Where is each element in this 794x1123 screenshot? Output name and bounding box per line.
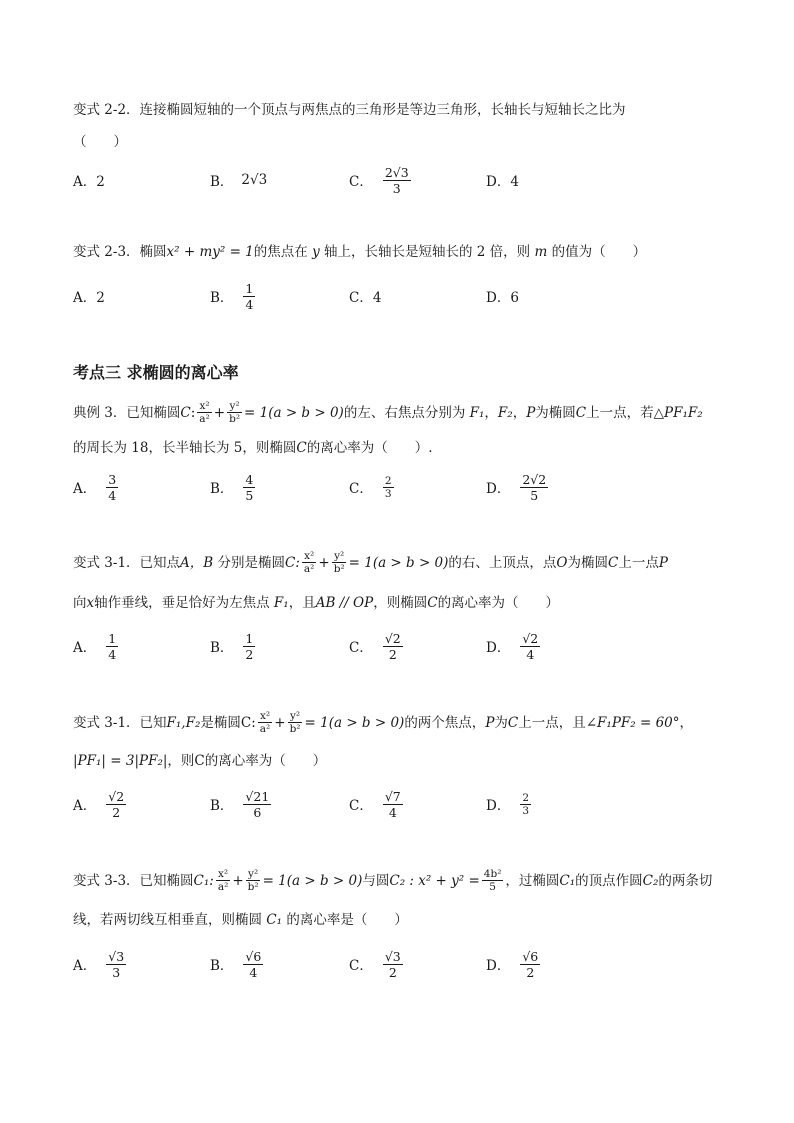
option-d[interactable]: D．6 [486, 290, 519, 306]
example-3-line-2: 的周长为 18，长半轴长为 5，则椭圆C的离心率为（ ）. [73, 440, 433, 456]
fraction: $\frac{√3}{3}$ [108, 948, 125, 980]
option-a[interactable]: A． $\frac{3}{4}$ [73, 471, 117, 503]
option-a[interactable]: A． $\frac{√2}{2}$ [73, 788, 125, 820]
option-c[interactable]: C．4 [349, 290, 382, 306]
question-3-3-line-2: 线，若两切线互相垂直，则椭圆 C₁ 的离心率是（ ） [73, 912, 408, 928]
question-3-1b-options [73, 784, 713, 824]
fraction: $\frac{2}{3}$ [522, 791, 530, 817]
option-d[interactable]: D． $\frac{2√2}{5}$ [486, 471, 547, 503]
question-2-2-stem: 变式 2-2．连接椭圆短轴的一个顶点与两焦点的三角形是等边三角形，长轴长与短轴长之比为 [73, 102, 626, 118]
option-b[interactable]: B． $\frac{√21}{6}$ [210, 788, 270, 820]
option-a[interactable]: A．2 [73, 174, 105, 190]
question-2-3-stem: 变式 2-3．椭圆x² + my² = 1的焦点在 y 轴上，长轴长是短轴长的 2 倍，则 m 的值为（ ） [73, 244, 647, 260]
option-b[interactable]: B． $\frac{1}{4}$ [210, 280, 254, 312]
question-3-3-options [73, 944, 713, 984]
question-3-1a-line-2: 向x轴作垂线，垂足恰好为左焦点 F₁，且AB // OP，则椭圆C的离心率为（ ） [73, 595, 560, 611]
fraction: $\frac{3}{4}$ [108, 471, 117, 503]
fraction: $\frac{√21}{6}$ [245, 788, 270, 820]
fraction: $\frac{√7}{4}$ [384, 788, 401, 820]
fraction: $\frac{2}{3}$ [384, 474, 392, 500]
option-c[interactable]: C． $\frac{2}{3}$ [349, 474, 392, 500]
fraction: $\frac{\text{x²}}{\text{a²}}$ [259, 710, 271, 735]
fraction: $\frac{1}{4}$ [245, 280, 254, 312]
question-2-3-options [73, 276, 713, 316]
fraction: $\frac{√2}{2}$ [384, 630, 401, 662]
option-b[interactable]: B． $\frac{4}{5}$ [210, 471, 254, 503]
option-d[interactable]: D．4 [486, 174, 519, 190]
fraction: $\frac{\text{y²}}{\text{b²}}$ [333, 550, 345, 575]
example-3-line-1: 典例 3．已知椭圆 C : $\frac{\text{x²}}{\text{a²}}$ + $\frac{\text{y²}}{\text{b²}}$ = 1(a > b > 0) 的左、右焦点分别为 F₁ ， F₂ ， P 为椭圆 C 上一点，若 △PF₁F₂ [73, 400, 703, 425]
fraction: $\frac{\text{y²}}{\text{b²}}$ [247, 868, 259, 893]
fraction: $\frac{\text{y²}}{\text{b²}}$ [289, 710, 301, 735]
option-c[interactable]: C． $\frac{√7}{4}$ [349, 788, 401, 820]
option-b[interactable]: B． $\frac{1}{2}$ [210, 630, 254, 662]
fraction: $\frac{\text{x²}}{\text{a²}}$ [217, 868, 229, 893]
option-a[interactable]: A． $\frac{√3}{3}$ [73, 948, 125, 980]
question-3-1b-line-2: |PF₁| = 3|PF₂|，则C的离心率为（ ） [73, 753, 327, 769]
option-b[interactable]: B． 2√3 [210, 172, 268, 190]
fraction: $\frac{1}{4}$ [108, 630, 117, 662]
section-heading: 考点三 求椭圆的离心率 [73, 363, 239, 382]
fraction: $\frac{\text{y²}}{\text{b²}}$ [229, 400, 241, 425]
fraction: $\frac{√6}{4}$ [245, 948, 262, 980]
option-a[interactable]: A． $\frac{1}{4}$ [73, 630, 117, 662]
option-a[interactable]: A．2 [73, 290, 105, 306]
option-b[interactable]: B． $\frac{√6}{4}$ [210, 948, 262, 980]
question-3-1a-line-1: 变式 3-1．已知点 A，B 分别是椭圆 C: $\frac{\text{x²}}{\text{a²}}$ + $\frac{\text{y²}}{\text{b²}}$ = 1(a > b > 0) 的右、上顶点，点 O 为椭圆 C 上一点 P [73, 550, 668, 575]
fraction: $\frac{\text{x²}}{\text{a²}}$ [303, 550, 315, 575]
option-d[interactable]: D． $\frac{2}{3}$ [486, 791, 530, 817]
fraction: $\frac{√6}{2}$ [522, 948, 539, 980]
option-c[interactable]: C． $\frac{2√3}{3}$ [349, 164, 409, 196]
option-d[interactable]: D． $\frac{√6}{2}$ [486, 948, 539, 980]
question-3-1b-line-1: 变式 3-1．已知 F₁,F₂ 是椭圆C: $\frac{\text{x²}}{\text{a²}}$ + $\frac{\text{y²}}{\text{b²}}$ = 1(a > b > 0) 的两个焦点， P 为 C 上一点，且 ∠F₁PF₂ = 60° ， [73, 710, 694, 735]
fraction: $\frac{\text{x²}}{\text{a²}}$ [199, 400, 210, 425]
fraction: $\frac{2√2}{5}$ [522, 471, 547, 503]
example-3-options [73, 467, 713, 507]
option-c[interactable]: C． $\frac{√2}{2}$ [349, 630, 401, 662]
question-3-1a-options [73, 626, 713, 666]
question-2-2-options [73, 160, 713, 200]
fraction: $\frac{√2}{2}$ [108, 788, 125, 820]
fraction: $\frac{\text{4b²}}{5}$ [483, 868, 502, 893]
fraction: $\frac{√2}{4}$ [522, 630, 539, 662]
question-2-2-paren: （ ） [73, 134, 127, 150]
question-3-3-line-1: 变式 3-3．已知椭圆 C₁: $\frac{\text{x²}}{\text{a²}}$ + $\frac{\text{y²}}{\text{b²}}$ = 1(a > b > 0) 与圆 C₂ : x² + y² = $\frac{\text{4b²}}{5}$ ，过椭圆 C₁ 的顶点作圆 C₂ 的两条切 [73, 868, 713, 893]
fraction: $\frac{2√3}{3}$ [384, 164, 409, 196]
fraction: $\frac{1}{2}$ [245, 630, 254, 662]
option-d[interactable]: D． $\frac{√2}{4}$ [486, 630, 539, 662]
option-c[interactable]: C． $\frac{√3}{2}$ [349, 948, 401, 980]
fraction: $\frac{√3}{2}$ [384, 948, 401, 980]
fraction: $\frac{4}{5}$ [245, 471, 254, 503]
